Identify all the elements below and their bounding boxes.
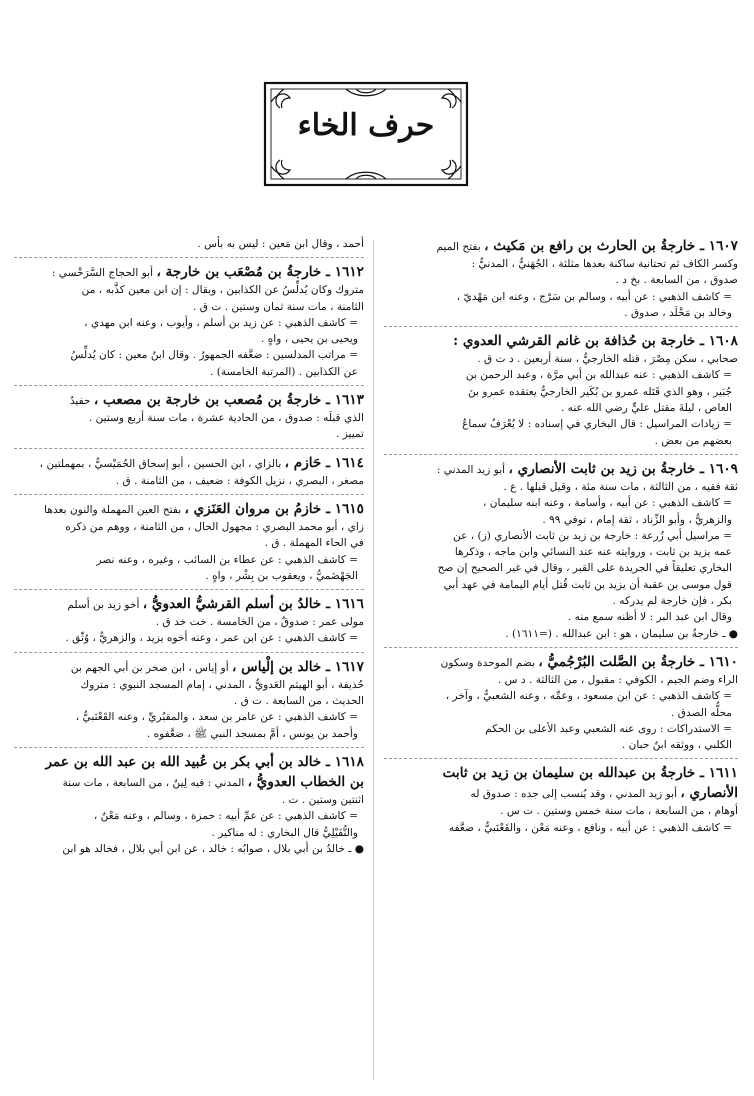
entry-heading: ١٦١٥ ـ خازمُ بن مروان العَنَزي ،: [184, 500, 364, 517]
entry-note-line: وأحمد بن يونس ، أمَّ بمسجد النبي ﷺ ، ضعَّفوه .: [146, 727, 358, 740]
entry-body-line: الحديث ، من السابعة . ت ق .: [233, 695, 364, 708]
entry-note-line: = كاشف الذهبي : عن عطاء بن السائب ، وغيره ، وعنه نصر: [96, 553, 358, 566]
entry-separator: [384, 647, 738, 648]
entry-note-line: = كاشف الذهبي : عن أبيه ، وسالم بن سَرْج ، وعنه ابن مَهْديّ ،: [456, 290, 732, 303]
entry-1612: [14, 262, 364, 380]
entry-note-line: قول موسى بن عقبة أن يزيد بن ثابت قُتل أيام اليمامة في عهد أبي: [443, 578, 732, 591]
entry-body-line: اثنتين وستين . ت .: [281, 793, 364, 806]
entry-note-line: عن الكذابين . (المرتبة الخامسة) .: [210, 365, 358, 378]
entry-separator: [14, 652, 364, 653]
entry-heading: ١٦٠٨ ـ خارجة بن حُذافة بن غانم القرشي العدوي :: [453, 333, 738, 350]
entry-note-line: والنُّفَيْلِيُّ قال البخاري : له مناكير .: [211, 826, 358, 839]
entry-note-line: = كاشف الذهبي : عن أبيه ، وأسامة ، وعنه ابنه سليمان ،: [482, 497, 732, 510]
entry-note-line: جُبَير ، وهو الذي قَتَله عمرو بن بُكَير الخارجيُّ يعتقده عمرو بنَ: [467, 385, 732, 398]
entry-separator: [14, 589, 364, 590]
entry-body-line: تمييز .: [335, 428, 364, 441]
entry-heading: ١٦١٢ ـ خارجةُ بن مُصْعَب بن خارجة ،: [156, 264, 364, 281]
entry-1607: [384, 236, 738, 321]
entry-heading-tail: أبو زيد المدني :: [436, 463, 506, 476]
cross-reference-bullet: ● ـ خارجةُ بن سليمان ، هو : ابن عبدالله . (=١٦١١) .: [505, 627, 738, 640]
entry-body-line: صحابي ، سكن مِصْرَ ، قتله الخارجيُّ ، سنة أربعين . د ت ق .: [477, 353, 738, 366]
entry-body-line: مصغر ، البصري ، نزيل الكوفة : ضعيف ، من الثامنة . ق .: [115, 474, 364, 487]
entry-body-line: الثامنة ، مات سنة ثمان وستين . ت ق .: [193, 300, 364, 313]
entry-body-line: مولى عمر : صدوقٌ ، من الخامسة . خت خد ق .: [155, 616, 364, 629]
left-column: [14, 236, 364, 862]
entry-heading-tail: أو إياس ، ابن صخر بن أبي الجهم بن: [70, 661, 229, 674]
entry-separator: [384, 326, 738, 327]
entry-note-line: = كاشف الذهبي : عنه عبدالله بن أبي مرَّة ، وعبد الرحمن بن: [465, 369, 732, 382]
entry-note-line: = كاشف الذهبي : عن ابن مسعود ، وعمِّه ، وعنه الشعبيُّ ، وآخر ،: [445, 690, 732, 703]
entry-heading: ١٦١٦ ـ خالدُ بن أسلم القرشيُّ العدويُّ ،: [142, 596, 364, 613]
entry-heading-tail: حفيدُ: [69, 395, 91, 408]
entry-body-line: زاي ، أبو محمد البصري : مجهول الحال ، من الثامنة ، ووهم من ذكره: [65, 520, 364, 533]
column-divider: [373, 240, 374, 1080]
entry-heading-tail: بالزاي ، ابن الحسين ، أبو إسحاق الحُمَيْسيُّ ، بمهملتين ،: [39, 457, 282, 470]
entry-note-line: الجَهْضَميُّ ، ويعقوب بن بِشْر ، واهٍ .: [205, 569, 358, 582]
entry-body-line: أحمد ، وقال ابن مَعين : ليس به بأس .: [197, 238, 364, 250]
entry-separator: [384, 454, 738, 455]
entry-note-line: الكلبي ، ووثقه ابنُ حبان .: [621, 739, 732, 752]
entry-1617: [14, 657, 364, 742]
entry-1616: [14, 594, 364, 647]
entry-1609: [384, 459, 738, 642]
entry-separator: [14, 385, 364, 386]
entry-heading: ١٦١٨ ـ خالد بن أبي بكر بن عُبيد الله بن عبد الله بن عمر: [45, 753, 364, 770]
entry-note-line: وقال ابن عبد البر : لا أظنه سمع منه .: [567, 611, 732, 624]
entry-heading: ١٦١٤ ـ حَازم ،: [284, 454, 364, 471]
entry-heading-tail: أخو زيد بن أسلم: [67, 599, 140, 612]
entry-body-line: وكسر الكاف ثم تحتانية ساكنة بعدها مثلثة ، الجُهَنيُّ ، المدنيُّ :: [471, 258, 738, 270]
entry-1611: [384, 763, 738, 836]
entry-note-line: العاص ، ليلةَ مقتل عليٍّ رضي الله عنه .: [560, 402, 732, 415]
cross-reference-bullet: ● ـ خالدُ بن أبي بلال ، صوابُه : خالد ، عن ابن أبي بلال ، فخالد هو ابن: [62, 842, 364, 855]
entry-note-line: محلُّه الصدق .: [671, 706, 732, 719]
right-column: [384, 236, 738, 841]
entry-separator: [14, 747, 364, 748]
entry-heading-tail: بفتح العين المهملة والنون بعدها: [44, 503, 182, 516]
entry-note-line: بكر ، فإن خارجة لم يدركه .: [612, 595, 732, 608]
entry-note-line: وخالد بن مَخْلَد ، صدوق .: [624, 306, 732, 319]
entry-heading-tail: بضم الموحدة وسكون: [440, 656, 536, 669]
entry-heading: ١٦٠٧ ـ خارجةُ بن الحارث بن رافع بن مَكيث ،: [484, 238, 738, 254]
entry-note-line: = كاشف الذهبي : عن عامر بن سعد ، والمقبُريِّ ، وعنه القَعْنَبيُّ ،: [75, 711, 358, 724]
entry-note-line: = مراسيل أبي زُرعة : خارجة بن زيد بن ثابت الأنصاري (ز) ، عن: [453, 529, 732, 542]
entry-body-line: صدوق ، من السابعة . بخ د .: [615, 274, 738, 287]
entry-heading-cont: الأنصاري ،: [680, 785, 738, 802]
entry-heading: ١٦١٧ ـ خالد بن إلْياس ،: [232, 658, 364, 675]
entry-note-line: = الاستدراكات : روى عنه الشعبي وعبد الأعلى بن الحكم: [485, 722, 732, 735]
entry-note-line: عمه يزيد بن ثابت ، وروايته عنه عند النسائي وابن ماجه ، وذكرها: [454, 546, 732, 559]
entry-1614: [14, 453, 364, 489]
entry-note-line: = كاشف الذهبي : عن عمِّ أبيه : حمزة ، وسالم ، وعنه مَعْنٌ ،: [93, 810, 358, 823]
entry-heading-cont: بن الخطاب العدويُّ ،: [247, 773, 364, 790]
entry-heading: ١٦١٣ ـ خارجةُ بن مُصعب بن خارجة بن مصعب ،: [93, 392, 364, 409]
entry-body-line: أوهام ، من السابعة ، مات سنة خمس وستين . ت س .: [500, 805, 738, 818]
entry-heading-tail: المدني : فيه لِينٌ ، من السابعة ، مات سنة: [62, 776, 245, 789]
page-title: حرف الخاء: [297, 108, 435, 143]
entry-note-line: = مراتب المدلسين : ضعَّفه الجمهورُ . وقال ابنُ معين : كان يُدلِّسُ: [70, 349, 358, 362]
entry-body-line: الراء وضم الجيم ، الكوفي : مقبول ، من الثالثة . د س .: [497, 673, 738, 686]
entry-note-line: = زيادات المراسيل : قال البخاري في إسناده : لا يُعْرَفُ سماعُ: [462, 418, 732, 431]
entry-note-line: بعضهم من بعض .: [654, 434, 732, 447]
entry-note-line: = كاشف الذهبي : عن أبيه ، ونافع ، وعنه مَعْن ، والقَعْنَبيُّ ، ضعَّفه: [448, 821, 732, 834]
entry-note-line: البخاري تعليقاً في الجريدة على القبر ، وقال في غير الصحيح إن صح: [437, 562, 732, 575]
entry-body-line: الذي قبلَه : صدوق ، من الحادية عشرة ، مات سنة أربع وستين .: [88, 412, 364, 425]
entry-separator: [384, 758, 738, 759]
entry-separator: [14, 257, 364, 258]
entry-body-line: حُذيفة ، أبو الهيثم العَدويُّ ، المدني ، إمام المسجد النبوي : متروك: [80, 678, 364, 691]
entry-1610: [384, 652, 738, 753]
entry-heading: ١٦١١ ـ خارجةُ بن عبدالله بن سليمان بن زيد بن ثابت: [442, 765, 738, 782]
entry-separator: [14, 494, 364, 495]
entry-heading-tail: أبو الحجاج السَّرَخْسي :: [51, 267, 154, 280]
entry-body-line: متروك وكان يُدلِّسُ عن الكذابين ، ويقال : إن ابن معين كذَّبه ، من: [81, 284, 364, 297]
entry-separator: [14, 448, 364, 449]
entry-body-line: ثقة فقيه ، من الثالثة ، مات سنة مئة ، وقيل قبلها . ع .: [503, 480, 738, 493]
entry-1613: [14, 390, 364, 443]
entry-heading: ١٦٠٩ ـ خارجةُ بن زيد بن ثابت الأنصاري ،: [508, 460, 738, 477]
entry-1615: [14, 499, 364, 584]
entry-heading: ١٦١٠ ـ خارجةُ بن الصَّلت البُرْجُميُّ ،: [538, 653, 738, 670]
entry-note-line: = كاشف الذهبي : عن زيد بن أسلم ، وأيوب ، وعنه ابن مهدي ،: [84, 316, 358, 329]
entry-heading-tail: أبو زيد المدني ، وقد يُنسب إلى جده : صدوق له: [470, 788, 678, 801]
entry-continuation: [14, 236, 364, 252]
entry-1618: [14, 752, 364, 857]
entry-body-line: في الحاء المهملة . ق .: [264, 537, 364, 550]
entry-1608: [384, 331, 738, 449]
entry-note-line: والزهريُّ ، وأبو الزِّناد ، ثقة إمام ، توفي ٩٩ .: [542, 513, 732, 526]
entry-note-line: = كاشف الذهبي : عن ابن عمر ، وعنه أخوه يزيد ، والزهريُّ ، وُثّق .: [65, 632, 358, 645]
entry-note-line: ويحيى بن يحيى ، واهٍ .: [261, 333, 358, 346]
entry-heading-tail: بفتح الميم: [436, 241, 481, 253]
